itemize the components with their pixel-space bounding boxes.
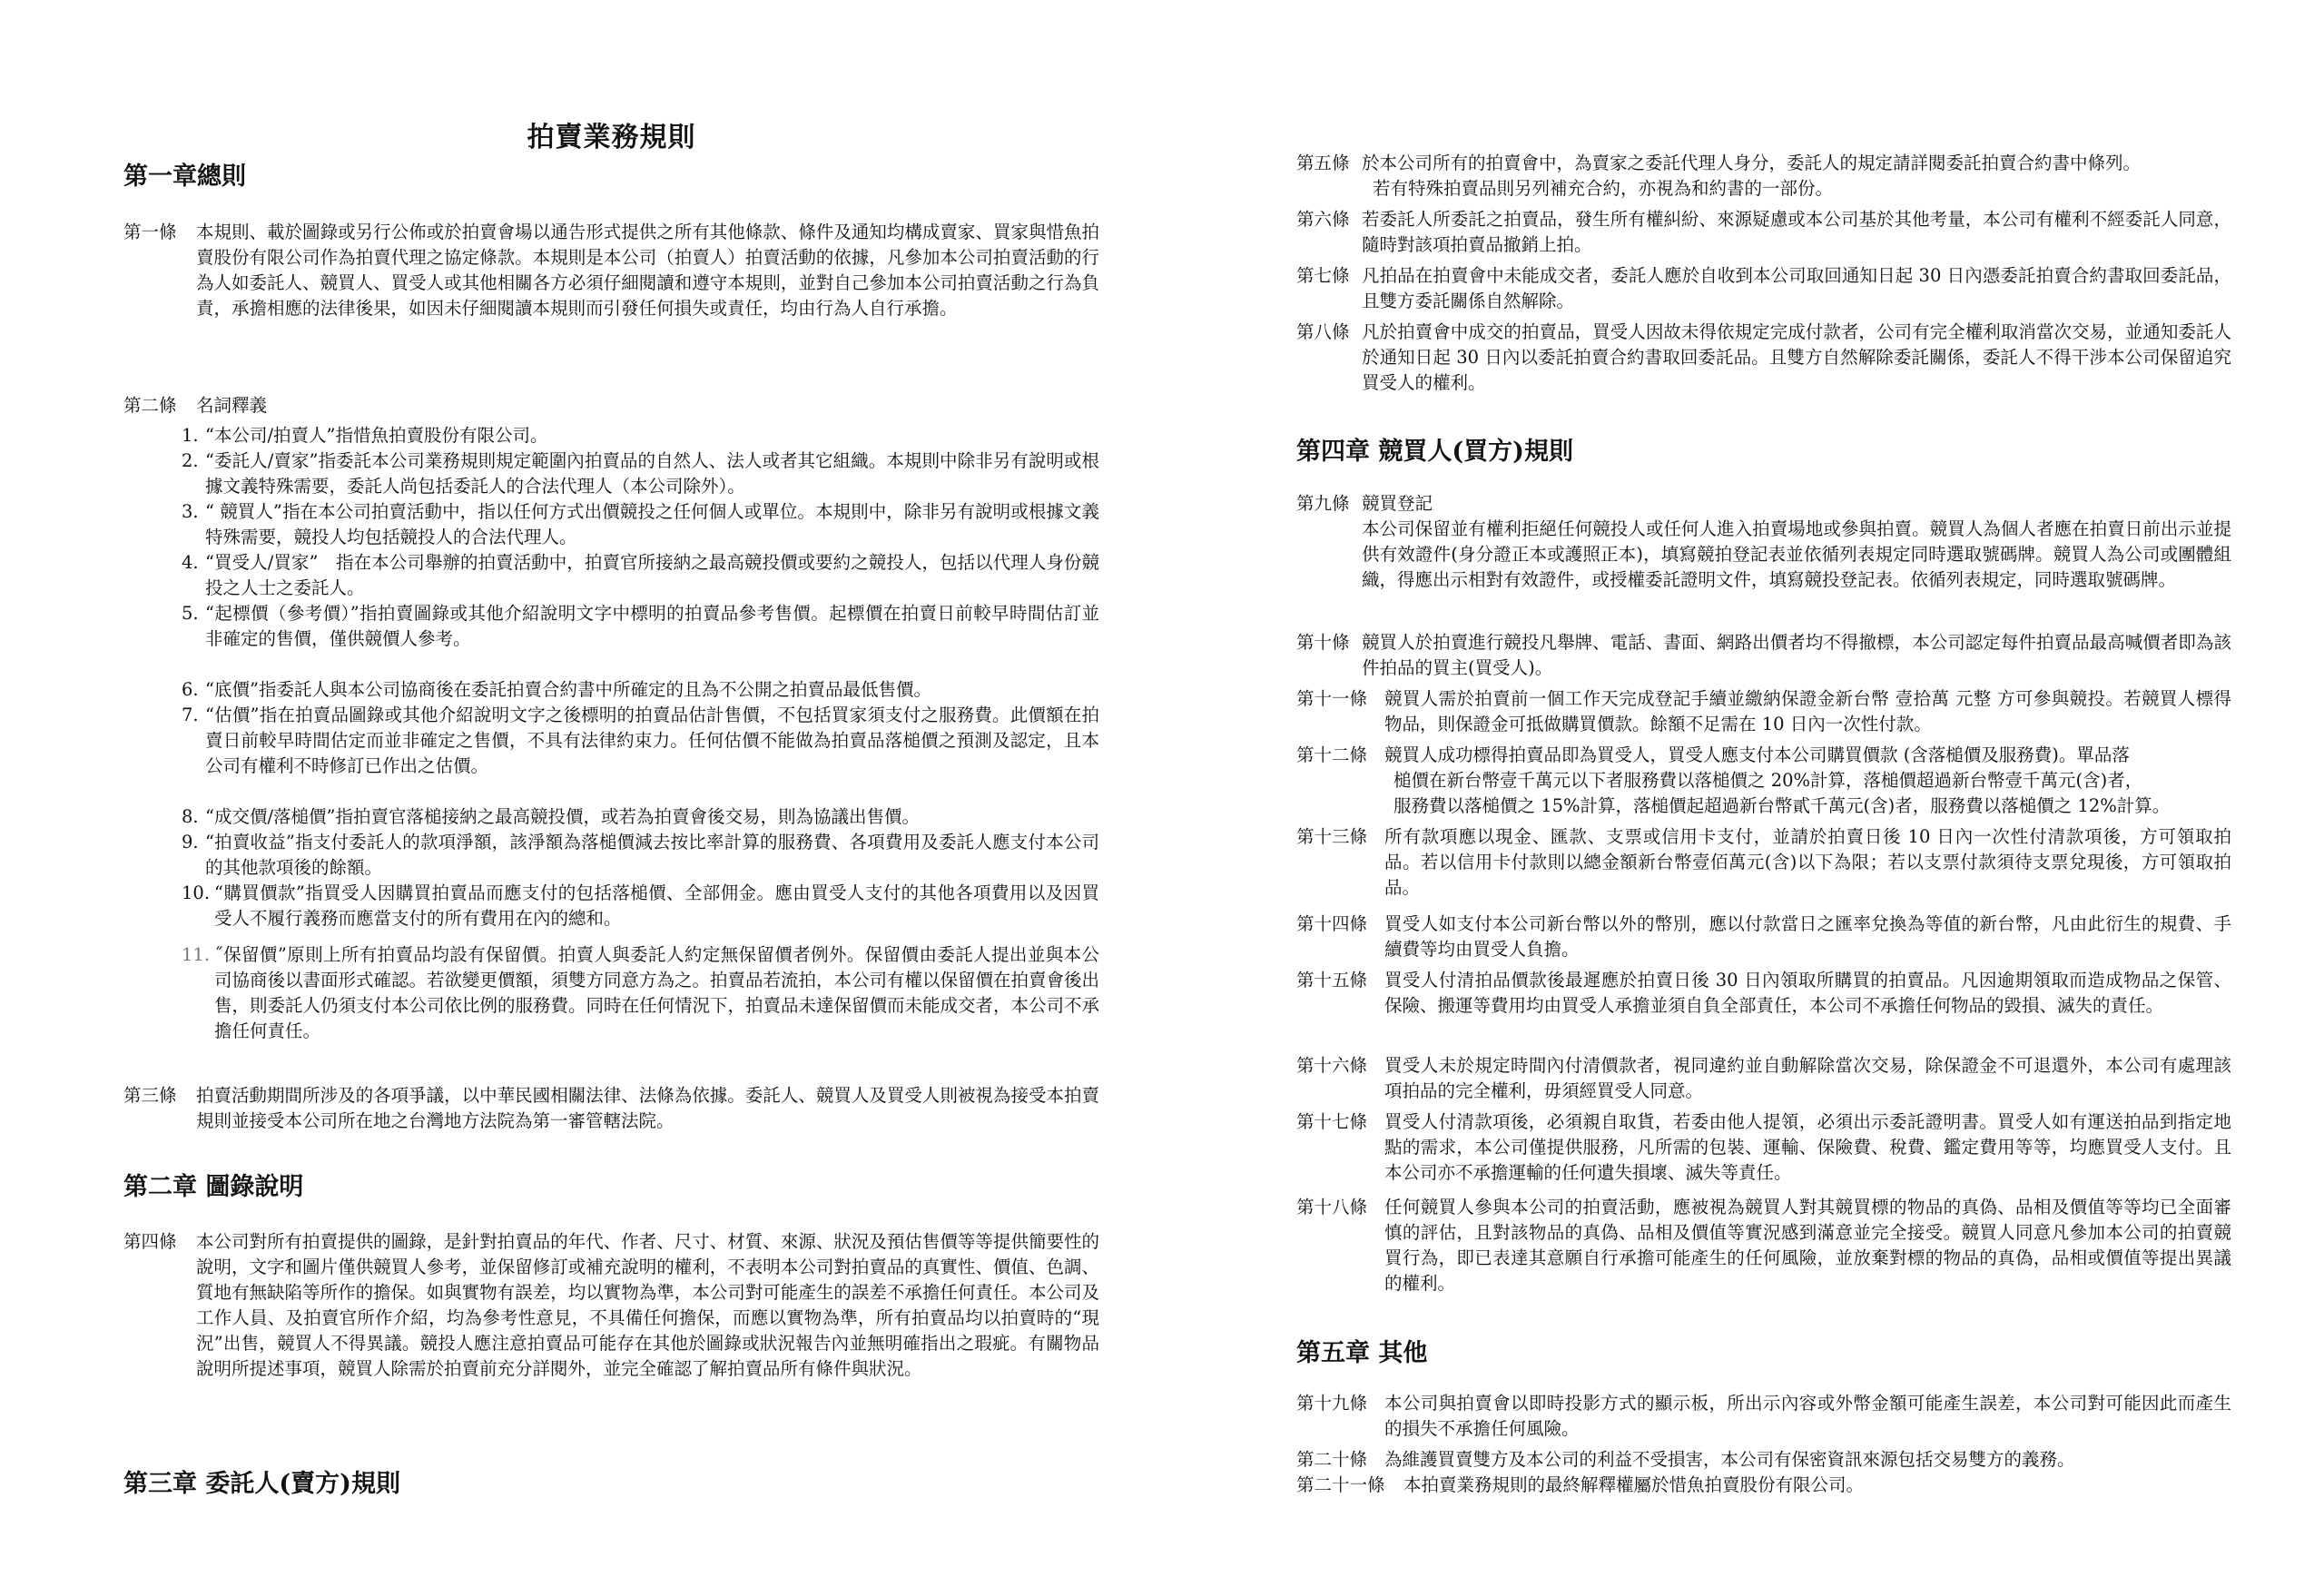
article-4-label: 第四條 — [123, 1231, 177, 1252]
article-3 — [123, 1083, 1099, 1134]
article-10-label: 第十條 — [1296, 632, 1350, 653]
chapter-3-heading: 第三章 委託人(賣方)規則 — [123, 1470, 400, 1498]
definition-item — [182, 601, 1099, 652]
article-13-text: 所有款項應以現金、匯款、支票或信用卡支付，並請於拍賣日後 10 日內一次性付清款項後，方可領取拍品。若以信用卡付款則以總金額新台幣壹佰萬元(含)以下為限；若以支票付款須待支票兌現後，方可領取拍品。 — [1384, 826, 2231, 898]
article-10 — [1296, 630, 2231, 681]
chapter-1-heading: 第一章總則 — [123, 163, 246, 191]
article-13-label: 第十三條 — [1296, 826, 1368, 847]
article-9 — [1296, 491, 2231, 517]
definition-text: ˝保留價”原則上所有拍賣品均設有保留價。拍賣人與委託人約定無保留價者例外。保留價由委託人提出並與本公司協商後以書面形式確認。若欲變更價額，須雙方同意方為之。拍賣品若流拍，本公司有權以保留價在拍賣會後出售，則委託人仍須支付本公司依比例的服務費。同時在任何情況下，拍賣品未達保留價而未能成交者，本公司不承擔任何責任。 — [214, 944, 1100, 1041]
article-8-text: 凡於拍賣會中成交的拍賣品，買受人因故未得依規定完成付款者，公司有完全權利取消當次交易，並通知委託人於通知日起 30 日內以委託拍賣合約書取回委託品。且雙方自然解除委託關係，委託人不得干涉本公司保留追究買受人的權利。 — [1362, 321, 2231, 393]
chapter-2-heading: 第二章 圖錄說明 — [123, 1173, 304, 1201]
article-21-label: 第二十一條 — [1296, 1474, 1385, 1495]
definition-item — [182, 703, 1099, 779]
article-9-text: 本公司保留並有權利拒絕任何競投人或任何人進入拍賣場地或參與拍賣。競買人為個人者應在拍賣日前出示並提供有效證件(身分證正本或護照正本)，填寫競拍登記表並依循列表規定同時選取號碼牌。競買人為公司或團體組織，得應出示相對有效證件，或授權委託證明文件，填寫競投登記表。依循列表規定，同時選取號碼牌。 — [1362, 518, 2231, 590]
article-12-label: 第十二條 — [1296, 744, 1368, 765]
article-7-label: 第七條 — [1296, 265, 1350, 286]
article-20-label: 第二十條 — [1296, 1449, 1368, 1470]
article-3-text: 拍賣活動期間所涉及的各項爭議，以中華民國相關法律、法條為依據。委託人、競買人及買受人則被視為接受本拍賣規則並接受本公司所在地之台灣地方法院為第一審管轄法院。 — [196, 1085, 1099, 1131]
definition-number: 4. — [182, 552, 199, 573]
definition-item — [182, 423, 1099, 448]
definition-text: “起標價（參考價）”指拍賣圖錄或其他介紹說明文字中標明的拍賣品參考售價。起標價在拍賣日前較早時間估訂並非確定的售價，僅供競價人參考。 — [205, 603, 1099, 649]
article-6-label: 第六條 — [1296, 209, 1350, 230]
article-15-label: 第十五條 — [1296, 970, 1368, 991]
article-4 — [123, 1229, 1099, 1382]
definition-number: 6. — [182, 679, 199, 700]
definition-text: “買受人/買家” 指在本公司舉辦的拍賣活動中，拍賣官所接納之最高競投價或要約之競投人，包括以代理人身份競投之人士之委託人。 — [205, 552, 1099, 598]
definition-text: “委託人/賣家”指委託本公司業務規則規定範圍內拍賣品的自然人、法人或者其它組織。本規則中除非另有說明或根據文義特殊需要，委託人尚包括委託人的合法代理人（本公司除外）。 — [205, 450, 1099, 497]
article-11-label: 第十一條 — [1296, 688, 1368, 709]
definition-item — [182, 804, 1099, 830]
definition-text: “估價”指在拍賣品圖錄或其他介紹說明文字之後標明的拍賣品估計售價，不包括買家須支付之服務費。此價額在拍賣日前較早時間估定而並非確定之售價，不具有法律約束力。任何估價不能做為拍賣品落槌價之預測及認定，且本公司有權利不時修訂已作出之估價。 — [205, 705, 1099, 776]
article-20-text: 為維護買賣雙方及本公司的利益不受損害，本公司有保密資訊來源包括交易雙方的義務。 — [1384, 1449, 2075, 1470]
article-2-label: 第二條 — [123, 395, 177, 416]
article-10-text: 競買人於拍賣進行競投凡舉牌、電話、書面、網路出價者均不得撤標，本公司認定每件拍賣品最高喊價者即為該件拍品的買主(買受人)。 — [1362, 632, 2231, 678]
definition-text: “拍賣收益”指支付委託人的款項淨額，該淨額為落槌價減去按比率計算的服務費、各項費用及委託人應支付本公司的其他款項後的餘額。 — [205, 832, 1099, 878]
definition-number: 5. — [182, 603, 199, 624]
article-14-text: 買受人如支付本公司新台幣以外的幣別，應以付款當日之匯率兌換為等值的新台幣，凡由此衍生的規費、手續費等均由買受人負擔。 — [1384, 913, 2231, 960]
article-14 — [1296, 912, 2231, 962]
article-16-text: 買受人未於規定時間內付清價款者，視同違約並自動解除當次交易，除保證金不可退還外，本公司有處理該項拍品的完全權利，毋須經買受人同意。 — [1384, 1055, 2231, 1101]
article-19 — [1296, 1391, 2231, 1442]
article-4-text: 本公司對所有拍賣提供的圖錄，是針對拍賣品的年代、作者、尺寸、材質、來源、狀況及預估售價等等提供簡要性的說明，文字和圖片僅供競買人參考，並保留修訂或補充說明的權利，不表明本公司對拍賣品的真實性、價值、色調、質地有無缺陷等所作的擔保。如與實物有誤差，均以實物為準，本公司對可能產生的誤差不承擔任何責任。本公司及工作人員、及拍賣官所作介紹，均為參考性意見，不具備任何擔保，而應以實物為準，所有拍賣品均以拍賣時的“現況”出售，競買人不得異議。競投人應注意拍賣品可能存在其他於圖錄或狀況報告內並無明確指出之瑕疵。有關物品說明所提述事項，競買人除需於拍賣前充分詳閱外，並完全確認了解拍賣品所有條件與狀況。 — [196, 1231, 1099, 1379]
article-12 — [1296, 743, 2231, 819]
definition-text: “底價”指委託人與本公司協商後在委託拍賣合約書中所確定的且為不公開之拍賣品最低售價。 — [205, 679, 931, 700]
definition-text: “本公司/拍賣人”指惜魚拍賣股份有限公司。 — [205, 425, 548, 446]
definition-number: 8. — [182, 806, 199, 827]
article-18 — [1296, 1195, 2231, 1296]
article-2-title: 名詞釋義 — [196, 395, 268, 416]
article-9-title: 競買登記 — [1362, 493, 1433, 514]
article-19-text: 本公司與拍賣會以即時投影方式的顯示板，所出示內容或外幣金額可能產生誤差，本公司對可能因此而產生的損失不承擔任何風險。 — [1384, 1393, 2231, 1439]
definition-text: “ 競買人”指在本公司拍賣活動中，指以任何方式出價競投之任何個人或單位。本規則中，除非另有說明或根據文義特殊需要，競投人均包括競投人的合法代理人。 — [205, 501, 1099, 547]
article-7 — [1296, 263, 2231, 314]
article-8-label: 第八條 — [1296, 321, 1350, 342]
article-7-text: 凡拍品在拍賣會中未能成交者，委託人應於自收到本公司取回通知日起 30 日內憑委託拍賣合約書取回委託品，且雙方委託關係自然解除。 — [1362, 265, 2231, 311]
definition-item — [182, 881, 1099, 931]
article-2 — [123, 393, 1099, 419]
article-17-label: 第十七條 — [1296, 1111, 1368, 1132]
definition-item — [182, 942, 1099, 1044]
article-1 — [123, 220, 1099, 321]
article-16 — [1296, 1053, 2231, 1104]
definition-number: 9. — [182, 832, 199, 853]
definition-number: 1. — [182, 425, 199, 446]
definition-text: “購買價款”指買受人因購買拍賣品而應支付的包括落槌價、全部佣金。應由買受人支付的其他各項費用以及因買受人不履行義務而應當支付的所有費用在內的總和。 — [214, 882, 1099, 929]
definition-number: 3. — [182, 501, 199, 522]
article-12-line: 競買人成功標得拍賣品即為買受人，買受人應支付本公司購買價款 (含落槌價及服務費)。單品落 — [1384, 744, 2130, 765]
article-15 — [1296, 968, 2231, 1019]
article-20 — [1296, 1447, 2231, 1473]
article-12-line: 槌價在新台幣壹千萬元以下者服務費以落槌價之 20%計算，落槌價超過新台幣壹千萬元(含)者， — [1393, 770, 2143, 791]
article-8 — [1296, 320, 2231, 396]
definition-number: 11. — [182, 944, 211, 965]
definition-number: 7. — [182, 705, 199, 725]
definition-item — [182, 677, 1099, 703]
article-3-label: 第三條 — [123, 1085, 177, 1106]
article-11 — [1296, 686, 2231, 737]
article-21 — [1296, 1473, 2231, 1498]
definition-number: 2. — [182, 450, 199, 471]
article-13 — [1296, 824, 2231, 901]
article-12-line: 服務費以落槌價之 15%計算，落槌價起超過新台幣貳千萬元(含)者，服務費以落槌價之 12%計算。 — [1393, 795, 2171, 816]
article-15-text: 買受人付清拍品價款後最遲應於拍賣日後 30 日內領取所購買的拍賣品。凡因逾期領取而造成物品之保管、保險、搬運等費用均由買受人承擔並須自負全部責任，本公司不承擔任何物品的毀損、滅失的責任。 — [1384, 970, 2231, 1016]
definition-item — [182, 499, 1099, 550]
article-5-label: 第五條 — [1296, 153, 1350, 173]
article-17 — [1296, 1109, 2231, 1186]
article-5-line: 於本公司所有的拍賣會中，為賣家之委託代理人身分，委託人的規定請詳閱委託拍賣合約書中條列。 — [1362, 153, 2142, 173]
article-5-line: 若有特殊拍賣品則另列補充合約，亦視為和約書的一部份。 — [1373, 178, 1834, 199]
article-21-text: 本拍賣業務規則的最終解釋權屬於惜魚拍賣股份有限公司。 — [1403, 1474, 1865, 1495]
article-9-label: 第九條 — [1296, 493, 1350, 514]
article-5-text — [1296, 151, 2231, 202]
article-1-label: 第一條 — [123, 222, 177, 242]
chapter-4-heading: 第四章 競買人(買方)規則 — [1296, 438, 1573, 466]
article-18-label: 第十八條 — [1296, 1197, 1368, 1217]
article-14-label: 第十四條 — [1296, 913, 1368, 934]
article-18-text: 任何競買人參與本公司的拍賣活動，應被視為競買人對其競買標的物品的真偽、品相及價值等等均已全面審慎的評估，且對該物品的真偽、品相及價值等實況感到滿意並完全接受。競買人同意凡參加本公司的拍賣競買行為，即已表達其意願自行承擔可能產生的任何風險，並放棄對標的物品的真偽，品相或價值等提出異議的權利。 — [1384, 1197, 2231, 1294]
article-9-body — [1296, 517, 2231, 593]
definition-text: “成交價/落槌價”指拍賣官落槌接納之最高競投價，或若為拍賣會後交易，則為協議出售價。 — [205, 806, 921, 827]
article-19-label: 第十九條 — [1296, 1393, 1368, 1414]
article-5 — [1296, 151, 2231, 202]
definition-number: 10. — [182, 882, 211, 903]
definition-item — [182, 830, 1099, 881]
definition-item — [182, 550, 1099, 601]
article-17-text: 買受人付清款項後，必須親自取貨，若委由他人提領，必須出示委託證明書。買受人如有運送拍品到指定地點的需求，本公司僅提供服務，凡所需的包裝、運輸、保險費、稅費、鑑定費用等等，均應買受人支付。且本公司亦不承擔運輸的任何遺失損壞、滅失等責任。 — [1384, 1111, 2231, 1183]
article-6 — [1296, 207, 2231, 258]
article-16-label: 第十六條 — [1296, 1055, 1368, 1076]
article-11-text: 競買人需於拍賣前一個工作天完成登記手續並繳納保證金新台幣 壹拾萬 元整 方可參與競投。若競買人標得物品，則保證金可抵做購買價款。餘額不足需在 10 日內一次性付款。 — [1384, 688, 2231, 734]
article-6-text: 若委託人所委託之拍賣品，發生所有權糾紛、來源疑慮或本公司基於其他考量，本公司有權利不經委託人同意，隨時對該項拍賣品撤銷上拍。 — [1362, 209, 2231, 255]
document-title: 拍賣業務規則 — [527, 122, 696, 153]
chapter-5-heading: 第五章 其他 — [1296, 1339, 1428, 1367]
article-1-text: 本規則、載於圖錄或另行公佈或於拍賣會場以通告形式提供之所有其他條款、條件及通知均構成賣家、買家與惜魚拍賣股份有限公司作為拍賣代理之協定條款。本規則是本公司（拍賣人）拍賣活動的依據，凡參加本公司拍賣活動的行為人如委託人、競買人、買受人或其他相關各方必須仔細閱讀和遵守本規則，並對自己參加本公司拍賣活動之行為負責，承擔相應的法律後果，如因未仔細閱讀本規則而引發任何損失或責任，均由行為人自行承擔。 — [196, 222, 1099, 319]
definition-item — [182, 448, 1099, 499]
article-12-text — [1296, 743, 2231, 819]
